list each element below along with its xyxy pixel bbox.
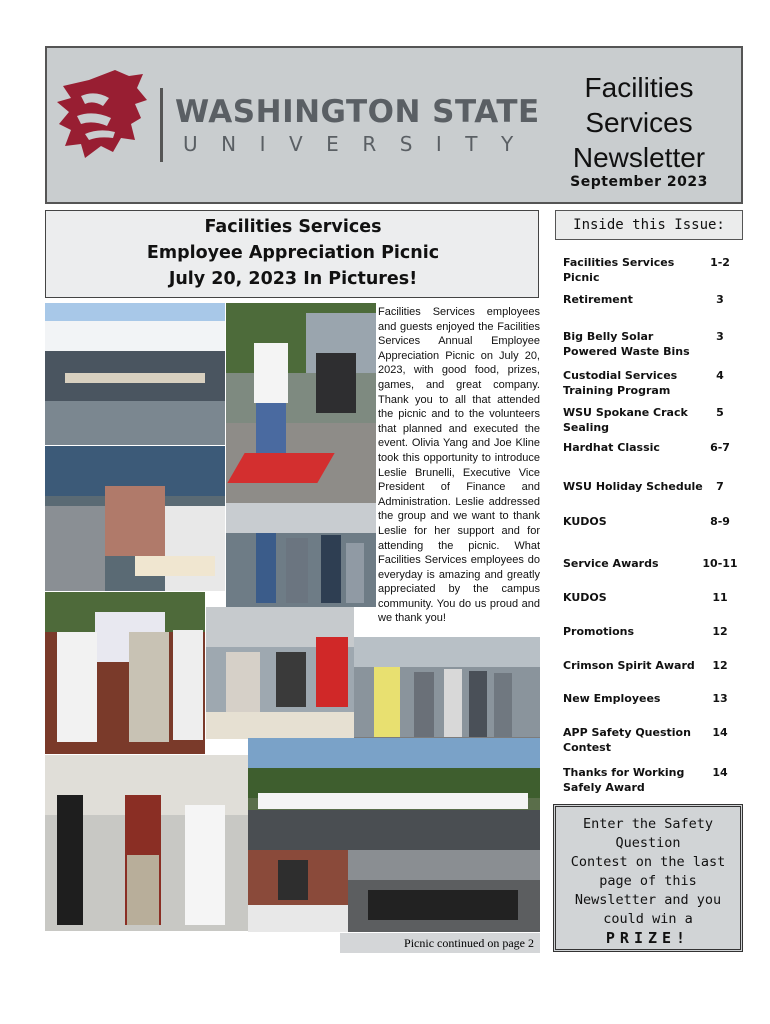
picnic-tent-photo bbox=[45, 303, 225, 445]
toc-item-page: 13 bbox=[712, 692, 728, 705]
toc-item-page: 12 bbox=[712, 625, 728, 638]
buffet-line-photo bbox=[354, 637, 540, 754]
promo-line: page of this bbox=[599, 873, 697, 889]
logo-divider bbox=[160, 88, 163, 162]
feature-article-text: Facilities Services employees and guests enjoyed the Facilities Services Annual Employee Appreciation Picnic on July 20, 2023, with good food, prizes, games, and great company. Thank you to all that attended the picnic and to the volunteers that planned and executed the event. Olivia Yang and Joe Kline took this opportunity to introduce Leslie Brunelli, Executive Vice President of Finance and Administration. Leslie addressed the group and we want to thank Leslie for her support and for attending the picnic. What Facilities Services employees do everyday is amazing and greatly appreciated by the campus community. You do us proud and we thank you! bbox=[378, 306, 540, 625]
serving-station-photo bbox=[206, 607, 354, 739]
promo-text bbox=[556, 815, 740, 929]
toc-item-title[interactable]: WSU Holiday Schedule bbox=[563, 480, 703, 493]
safety-contest-promo bbox=[553, 804, 743, 952]
newsletter-title bbox=[539, 70, 739, 175]
toc-item-page: 10-11 bbox=[702, 557, 738, 570]
feature-headline-box bbox=[45, 210, 539, 298]
promo-line: Enter the Safety bbox=[582, 816, 714, 832]
newsletter-header bbox=[45, 46, 743, 204]
speakers-photo bbox=[45, 755, 248, 931]
toc-item-title[interactable]: Thanks for Working Safely Award bbox=[563, 766, 685, 794]
feature-headline-line: July 20, 2023 In Pictures! bbox=[168, 269, 418, 289]
toc-item-title[interactable]: Crimson Spirit Award bbox=[563, 659, 695, 672]
toc-item-page: 8-9 bbox=[710, 515, 730, 528]
newsletter-title-line: Facilities bbox=[584, 72, 694, 103]
toc-item-page: 14 bbox=[712, 766, 728, 779]
feature-headline-line: Employee Appreciation Picnic bbox=[146, 243, 440, 263]
toc-item-title[interactable]: WSU Spokane Crack Sealing bbox=[563, 406, 688, 434]
toc-item-page: 3 bbox=[716, 330, 724, 343]
toc-item-page: 14 bbox=[712, 726, 728, 739]
toc-item-title[interactable]: Promotions bbox=[563, 625, 635, 638]
toc-item-page: 12 bbox=[712, 659, 728, 672]
toc-item-page: 5 bbox=[716, 406, 724, 419]
diners-photo bbox=[45, 446, 225, 591]
toc-item-page: 6-7 bbox=[710, 441, 730, 454]
prize-table-photo bbox=[248, 850, 348, 932]
group-photo-with-sign bbox=[45, 592, 205, 754]
toc-item-title[interactable]: Facilities Services Picnic bbox=[563, 256, 675, 284]
toc-item-page: 1-2 bbox=[710, 256, 730, 269]
toc-item-title[interactable]: New Employees bbox=[563, 692, 661, 705]
promo-line: Contest on the last bbox=[570, 854, 726, 870]
food-line-photo bbox=[226, 503, 376, 607]
newsletter-title-line: Services bbox=[585, 107, 693, 138]
toc-item-title[interactable]: Retirement bbox=[563, 293, 633, 306]
promo-line: Newsletter and you bbox=[574, 892, 722, 908]
toc-item-title[interactable]: Service Awards bbox=[563, 557, 659, 570]
promo-line: Question bbox=[615, 835, 681, 851]
wsu-cougar-head-logo-icon bbox=[55, 66, 151, 166]
toc-item-title[interactable]: Custodial Services Training Program bbox=[563, 369, 678, 397]
cornhole-game-photo bbox=[226, 303, 376, 503]
toc-item-title[interactable]: Big Belly Solar Powered Waste Bins bbox=[563, 330, 690, 358]
feature-headline-line: Facilities Services bbox=[204, 217, 382, 237]
toc-item-title[interactable]: Hardhat Classic bbox=[563, 441, 660, 454]
university-subtitle: UNIVERSITY bbox=[183, 132, 537, 156]
toc-item-page: 3 bbox=[716, 293, 724, 306]
toc-item-page: 4 bbox=[716, 369, 724, 382]
newsletter-title-line: Newsletter bbox=[572, 142, 706, 173]
issue-date: September 2023 bbox=[570, 174, 708, 190]
inside-issue-heading: Inside this Issue: bbox=[555, 210, 743, 240]
continued-caption: Picnic continued on page 2 bbox=[340, 933, 540, 953]
toc-item-page: 7 bbox=[716, 480, 724, 493]
promo-prize: PRIZE! bbox=[605, 929, 691, 947]
toc-item-title[interactable]: KUDOS bbox=[563, 515, 607, 528]
toc-item-title[interactable]: APP Safety Question Contest bbox=[563, 726, 691, 754]
toc-item-page: 11 bbox=[712, 591, 728, 604]
picnic-tents-photo bbox=[248, 738, 540, 850]
tools-display-photo bbox=[348, 850, 540, 932]
promo-line: could win a bbox=[603, 911, 693, 927]
toc-item-title[interactable]: KUDOS bbox=[563, 591, 607, 604]
university-name: WASHINGTON STATE bbox=[175, 94, 540, 130]
